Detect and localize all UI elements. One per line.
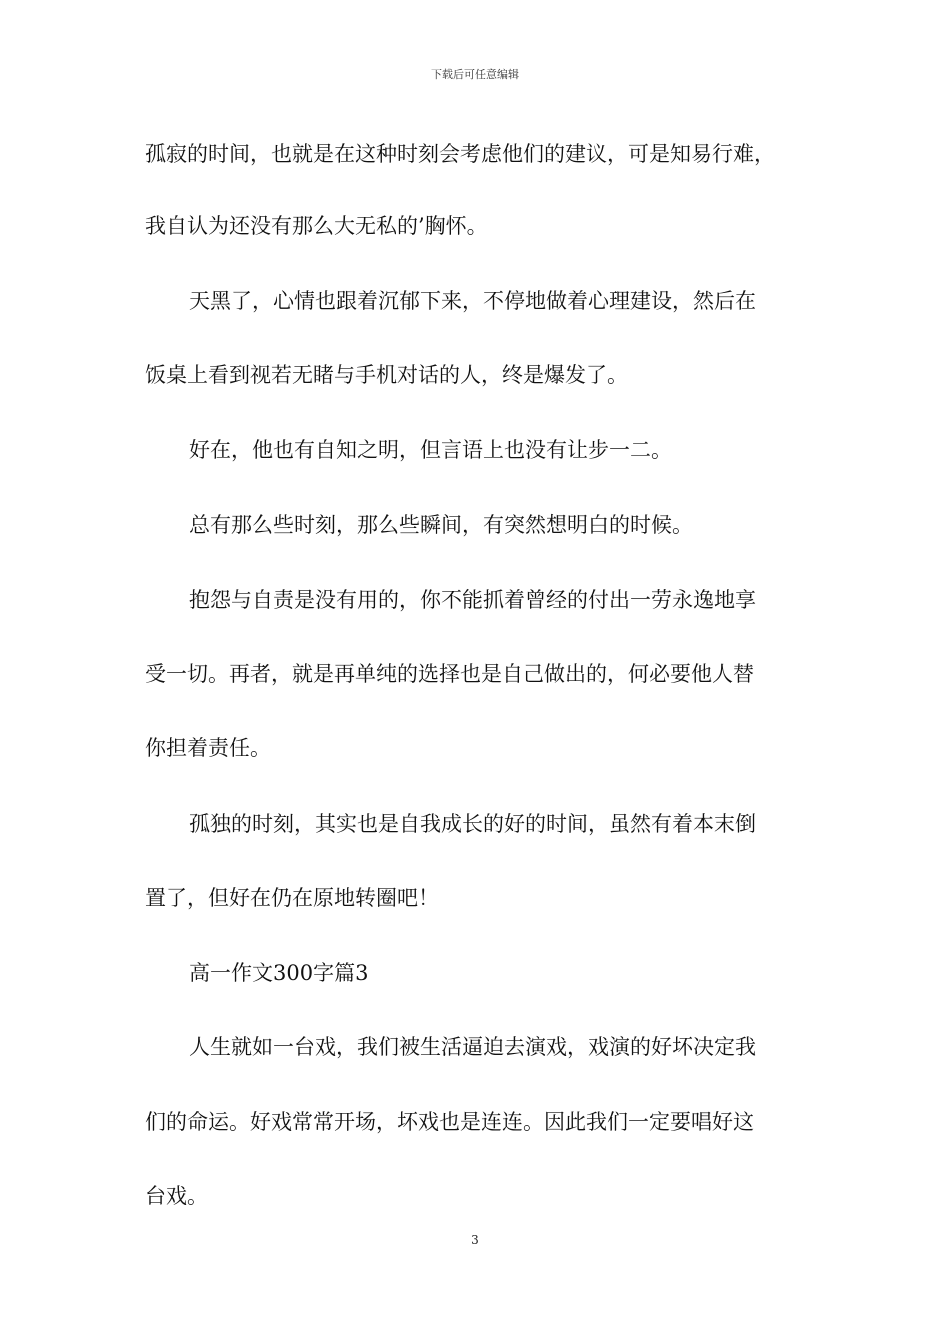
- text-line: 置了，但好在仍在原地转圈吧！: [145, 886, 439, 910]
- text-line: 孤寂的时间，也就是在这种时刻会考虑他们的建议，可是知易行难，: [145, 142, 775, 166]
- text-line: 抱怨与自责是没有用的，你不能抓着曾经的付出一劳永逸地享: [189, 588, 756, 612]
- page-header: 下载后可任意编辑: [431, 68, 519, 81]
- text-line: 天黑了，心情也跟着沉郁下来，不停地做着心理建设，然后在: [189, 289, 756, 313]
- text-line: 好在，他也有自知之明，但言语上也没有让步一二。: [189, 438, 672, 462]
- section-heading: 高一作文300字篇3: [189, 961, 369, 985]
- page-number: 3: [471, 1233, 479, 1247]
- text-line: 孤独的时刻，其实也是自我成长的好的时间，虽然有着本末倒: [189, 812, 756, 836]
- text-line: 我自认为还没有那么大无私的’胸怀。: [145, 214, 488, 238]
- text-line: 人生就如一台戏，我们被生活逼迫去演戏，戏演的好坏决定我: [189, 1035, 756, 1059]
- text-line: 台戏。: [145, 1184, 208, 1208]
- text-line: 饭桌上看到视若无睹与手机对话的人，终是爆发了。: [145, 363, 628, 387]
- text-line: 总有那么些时刻，那么些瞬间，有突然想明白的时候。: [189, 513, 693, 537]
- text-line: 你担着责任。: [145, 736, 271, 760]
- text-line: 们的命运。好戏常常开场，坏戏也是连连。因此我们一定要唱好这: [145, 1110, 754, 1134]
- text-line: 受一切。再者，就是再单纯的选择也是自己做出的，何必要他人替: [145, 662, 754, 686]
